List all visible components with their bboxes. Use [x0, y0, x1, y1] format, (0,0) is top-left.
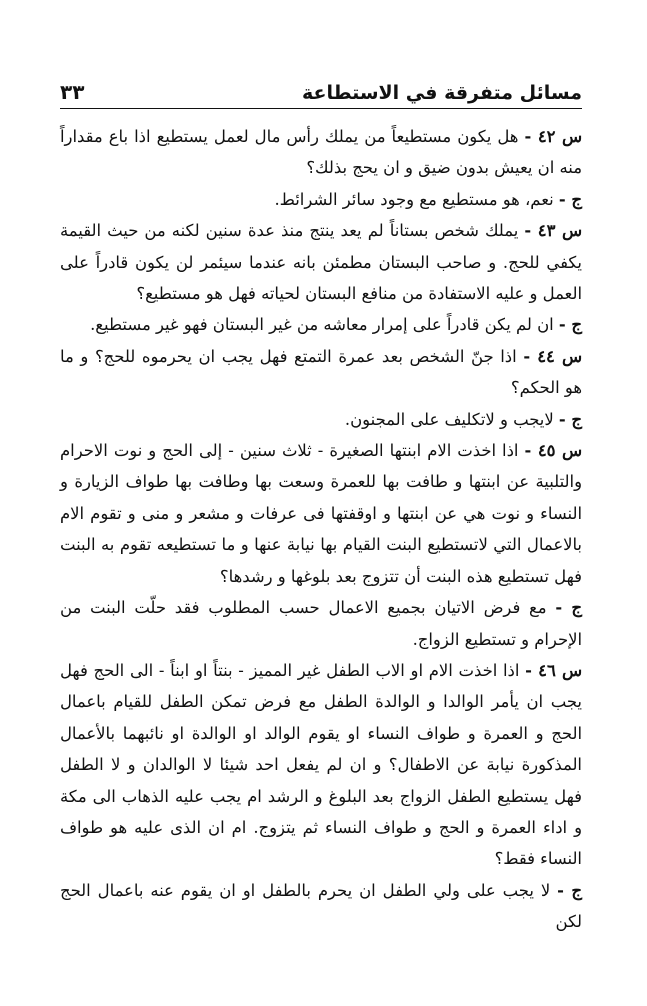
- question-text: اذا اخذت الام ابنتها الصغيرة - ثلاث سنين - إلى الحج و نوت الاحرام والتلبية عن ابنتها و طافت بها للعمرة وسعت بها وطافت بها طواف الزيارة و النساء و نوت هي عن ابنتها و اوقفتها فى عرفات و مشعر و منى و تقوم الام بالاعمال التي لاتستطيع البنت القيام بها نيابة عنها و ما تستطيعه تقوم به البنت فهل تستطيع هذه البنت أن تتزوج بعد بلوغها و رشدها؟: [60, 441, 582, 586]
- question-text: هل يكون مستطيعاً من يملك رأس مال لعمل يستطيع اذا باع مقداراً منه ان يعيش بدون ضيق و ان يحج بذلك؟: [60, 127, 582, 178]
- answer-marker: ج -: [558, 315, 582, 335]
- answer-42: [60, 184, 582, 215]
- question-46: [60, 655, 582, 875]
- question-text: يملك شخص بستاناً لم يعد ينتج منذ عدة سنين لكنه من حيث القيمة يكفي للحج. و صاحب البستان مطمئن بانه عندما سيئمر لن يكون قادراً على العمل و عليه الاستفادة من منافع البستان لحياته فهل هو مستطيع؟: [60, 221, 582, 304]
- question-text: اذا جنّ الشخص بعد عمرة التمتع فهل يجب ان يحرموه للحج؟ و ما هو الحكم؟: [60, 346, 582, 398]
- answer-43: [60, 309, 582, 340]
- answer-text: نعم، هو مستطيع مع وجود سائر الشرائط.: [274, 189, 554, 209]
- question-marker: س ٤٥ -: [524, 441, 583, 461]
- book-page: [60, 70, 582, 938]
- answer-text: ان لم يكن قادراً على إمرار معاشه من غير البستان فهو غير مستطيع.: [90, 315, 554, 335]
- answer-text: مع فرض الاتيان بجميع الاعمال حسب المطلوب فقد حلّت البنت من الإحرام و تستطيع الزواج.: [60, 598, 582, 649]
- question-45: [60, 435, 582, 592]
- question-marker: س ٤٤ -: [523, 346, 582, 366]
- question-44: [60, 341, 582, 404]
- answer-45: [60, 592, 582, 655]
- answer-marker: ج -: [557, 880, 582, 900]
- answer-marker: ج -: [555, 598, 582, 618]
- question-text: اذا اخذت الام او الاب الطفل غير المميز - بنتاً او ابناً - الى الحج فهل يجب ان يأمر الوالدا و الوالدة الطفل مع فرض تمكن الطفل للقيام باعمال الحج و العمرة و طواف النساء او يقوم الوالد او الوالدة او نائبهما بالأعمال المذكورة نيابة عن الاطفال؟ و ان لم يفعل احد شيئا لا الوالدان و لا الطفل فهل يستطيع الطفل الزواج بعد البلوغ و الرشد ام يجب عليه الذهاب الى مكة و اداء العمرة و الحج و طواف النساء ثم يتزوج. ام ان الذى عليه هو طواف النساء فقط؟: [60, 660, 582, 869]
- chapter-title: مسائل متفرقة في الاستطاعة: [301, 82, 582, 104]
- answer-text: لا يجب على ولي الطفل ان يحرم بالطفل او ان يقوم عنه باعمال الحج لكن: [60, 880, 582, 932]
- question-marker: س ٤٣ -: [524, 221, 582, 241]
- question-marker: س ٤٦ -: [525, 660, 582, 680]
- body-text: [60, 121, 582, 938]
- answer-44: [60, 404, 582, 435]
- question-43: [60, 215, 582, 309]
- answer-46: [60, 875, 582, 938]
- answer-marker: ج -: [558, 189, 582, 209]
- answer-marker: ج -: [558, 409, 582, 429]
- answer-text: لايجب و لاتكليف على المجنون.: [344, 409, 554, 429]
- question-42: [60, 121, 582, 184]
- page-number: ٣٣: [60, 80, 85, 104]
- running-header: [60, 70, 582, 109]
- question-marker: س ٤٢ -: [524, 127, 582, 146]
